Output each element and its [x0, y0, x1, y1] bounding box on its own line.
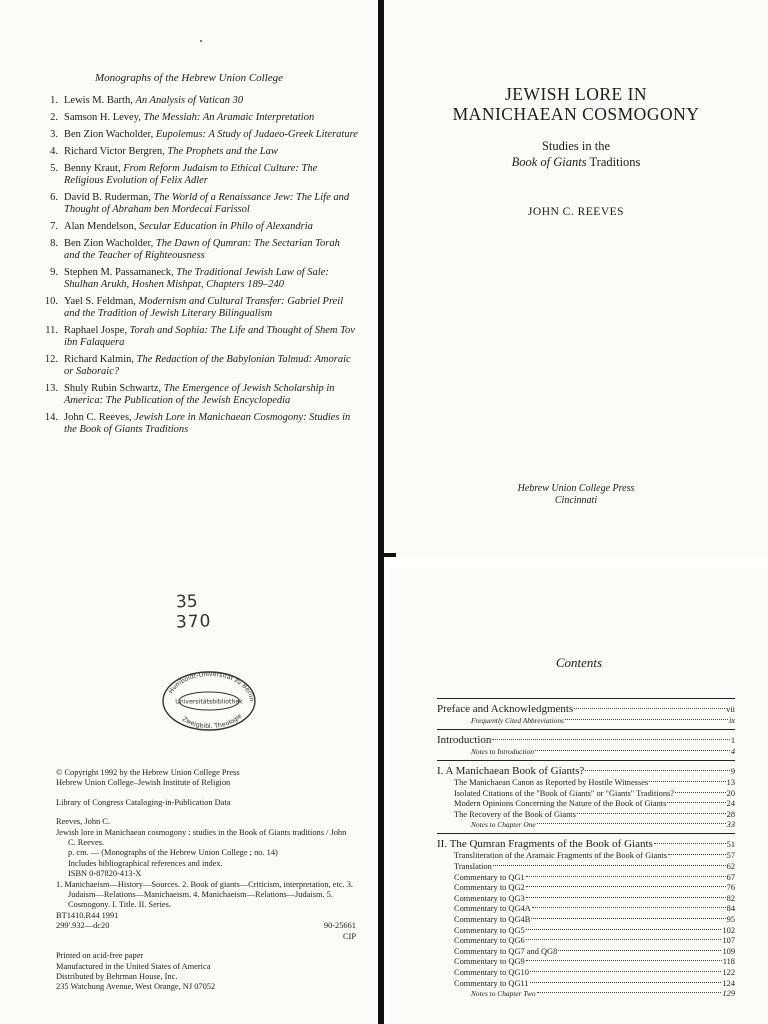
book-title-line: MANICHAEAN COSMOGONY [452, 104, 700, 124]
series-entry [64, 296, 358, 320]
stamp-graphic [160, 668, 258, 732]
series-book-title: Eupolemus: A Study of Judaeo-Greek Literature [155, 129, 358, 140]
toc-subentry: Commentary to QG10 122 [454, 967, 735, 977]
series-title: Monographs of the Hebrew Union College [94, 72, 284, 84]
series-entry [64, 354, 358, 378]
cip-block [56, 768, 356, 993]
series-book-title: The Redaction of the Babylonian Talmud: Amoraic or Saboraic? [64, 354, 351, 377]
series-number: 5. [50, 163, 58, 174]
subtitle-line [384, 154, 768, 170]
publisher-name: Hebrew Union College Press [517, 483, 635, 494]
series-book-title: The Dawn of Qumran: The Sectarian Torah and the Teacher of Righteousness [64, 238, 340, 261]
series-list [38, 95, 358, 441]
series-number: 10. [44, 296, 58, 307]
toc-subentry: Commentary to QG9 118 [454, 957, 735, 967]
series-book-title: An Analysis of Vatican 30 [135, 95, 244, 106]
series-item [38, 163, 358, 187]
series-author: Alan Mendelson, [64, 221, 139, 232]
series-book-title: Modernism and Cultural Transfer: Gabriel Preil and the Tradition of Jewish Literary Bilingualism [64, 296, 344, 319]
toc-entry-chapter-one: I. A Manichaean Book of Giants? 9 [437, 765, 735, 777]
distributor-note: Distributed by Behrman House, Inc. [56, 971, 178, 981]
stamp-bottom-text: Zweigbibl. Theologie [180, 712, 244, 731]
series-item [38, 267, 358, 291]
series-book-title: The Emergence of Jewish Scholarship in America: The Publication of the Jewish Encyclopedia [64, 383, 335, 406]
book-author: JOHN C. REEVES [527, 206, 625, 218]
series-number: 6. [50, 192, 58, 203]
subtitle-line: Studies in the [541, 139, 611, 153]
series-item [38, 192, 358, 216]
toc-subentry: Commentary to QG2 76 [454, 883, 735, 893]
book-title-line: JEWISH LORE IN [504, 84, 648, 104]
series-entry [64, 267, 358, 291]
cip-subjects: 1. Manichaeism—History—Sources. 2. Book of giants—Criticism, interpretation, etc. 3. Judaism—Relations—Manichaeism. 4. Manichaeism—Relations—Judaism. 5. Cosmogony. I. Title. II. Series. [56, 879, 354, 910]
toc-entry-abbreviations: Frequently Cited Abbreviations ix [471, 716, 735, 725]
cip-lccn: 90-25661 [323, 921, 356, 931]
toc-subentry: Translation 62 [454, 861, 735, 871]
book-title [384, 84, 768, 124]
series-entry [64, 129, 358, 141]
series-book-title: The Traditional Jewish Law of Sale: Shulhan Arukh, Hoshen Mishpat, Chapters 189–240 [64, 267, 329, 290]
cip-callnum: BT1410.R44 1991 [56, 910, 119, 920]
toc-subentry: Commentary to QG11 124 [454, 978, 735, 988]
series-author: Ben Zion Wacholder, [64, 238, 156, 249]
toc-subentry: Commentary to QG4A 84 [454, 904, 735, 914]
series-number: 7. [50, 221, 58, 232]
toc-entry-preface: Preface and Acknowledgments vii [437, 703, 735, 715]
series-entry [64, 163, 358, 187]
series-number: 12. [44, 354, 58, 365]
series-entry [64, 412, 358, 436]
subtitle-rest: Traditions [586, 155, 641, 169]
cip-biblio: Includes bibliographical references and index. [68, 858, 223, 868]
toc-subentry: The Recovery of the Book of Giants 28 [454, 809, 735, 819]
toc-subentry: Commentary to QG7 and QG8 109 [454, 946, 735, 956]
series-author: Lewis M. Barth, [64, 95, 136, 106]
series-author: Yael S. Feldman, [64, 296, 139, 307]
series-author: Shuly Rubin Schwartz, [64, 383, 164, 394]
series-item [38, 146, 358, 158]
paper-note: Printed on acid-free paper [56, 951, 144, 961]
toc-rule [437, 698, 735, 699]
series-entry [64, 383, 358, 407]
series-author: Benny Kraut, [64, 163, 124, 174]
toc-subentry: Transliteration of the Aramaic Fragments of the Book of Giants 57 [454, 851, 735, 861]
series-entry [64, 192, 358, 216]
series-author: Richard Victor Bergren, [64, 146, 168, 157]
publisher [384, 483, 768, 507]
toc-entry-chapter-two-notes: Notes to Chapter Two 129 [471, 989, 735, 999]
toc-rule [437, 729, 735, 730]
subtitle-book-name: Book of Giants [511, 155, 587, 169]
series-item [38, 354, 358, 378]
series-entry [64, 112, 358, 124]
series-book-title: The Prophets and the Law [167, 146, 278, 157]
series-item [38, 95, 358, 107]
series-book-title: Torah and Sophia: The Life and Thought of Shem Tov ibn Falaquera [64, 325, 355, 348]
distributor-address: 235 Watchung Avenue, West Orange, NJ 07052 [56, 982, 216, 992]
series-entry [64, 95, 358, 107]
toc-entry-chapter-two: II. The Qumran Fragments of the Book of Giants 51 [437, 838, 735, 851]
speck [200, 40, 202, 42]
toc-subentry: Commentary to QG4B 95 [454, 914, 735, 924]
publisher-city: Cincinnati [554, 495, 598, 506]
series-author: Ben Zion Wacholder, [64, 129, 156, 140]
series-entry [64, 238, 358, 262]
series-item [38, 238, 358, 262]
cip-physical: p. cm. — (Monographs of the Hebrew Union College ; no. 14) [68, 848, 278, 858]
institution-line: Hebrew Union College–Jewish Institute of Religion [56, 778, 231, 788]
series-item [38, 221, 358, 233]
series-author: David B. Ruderman, [64, 192, 154, 203]
series-author: Samson H. Levey, [64, 112, 144, 123]
toc-entry-chapter-one-notes: Notes to Chapter One 33 [471, 820, 735, 830]
series-number: 2. [50, 112, 58, 123]
series-book-title: The World of a Renaissance Jew: The Life and Thought of Abraham ben Mordecai Farissol [64, 192, 350, 215]
series-item [38, 129, 358, 141]
stamp-middle-text: Universitätsbibliothek [175, 698, 243, 706]
series-entry [64, 146, 358, 158]
series-author: Raphael Jospe, [64, 325, 130, 336]
toc-subentry: Commentary to QG1 67 [454, 872, 735, 882]
series-book-title: From Reform Judaism to Ethical Culture: The Religious Evolution of Felix Adler [64, 163, 318, 186]
series-item [38, 383, 358, 407]
library-stamp [160, 668, 258, 737]
toc-subentry: Commentary to QG3 82 [454, 893, 735, 903]
handwritten-note: 35 [175, 591, 198, 613]
series-item [38, 325, 358, 349]
series-author: John C. Reeves, [64, 412, 135, 423]
cip-author: Reeves, John C. [56, 817, 110, 827]
series-number: 3. [50, 129, 58, 140]
series-author: Stephen M. Passamaneck, [64, 267, 177, 278]
cip-mark: CIP [342, 931, 356, 941]
series-item [38, 412, 358, 436]
toc-rule [437, 833, 735, 834]
stamp-top-text: Humboldt-Universität zu Berlin [167, 670, 256, 702]
series-number: 9. [50, 267, 58, 278]
series-item [38, 296, 358, 320]
toc-entry-introduction: Introduction 1 [437, 734, 735, 746]
table-of-contents [437, 695, 735, 999]
series-item [38, 112, 358, 124]
page-edge-mark [382, 553, 396, 557]
toc-subentry: Commentary to QG5 102 [454, 925, 735, 935]
series-number: 11. [45, 325, 58, 336]
manufactured-note: Manufactured in the United States of America [56, 961, 211, 971]
series-number: 14. [44, 412, 58, 423]
series-entry [64, 325, 358, 349]
cip-dewey: 299'.932—dc20 [56, 921, 110, 931]
series-author: Richard Kalmin, [64, 354, 137, 365]
toc-rule [437, 760, 735, 761]
toc-entry-intro-notes: Notes to Introduction 4 [471, 747, 735, 756]
toc-subentry: Isolated Citations of the "Book of Giants" or "Giants" Traditions? 20 [454, 788, 735, 798]
series-book-title: Jewish Lore in Manichaean Cosmogony: Studies in the Book of Giants Traditions [64, 412, 351, 435]
series-entry [64, 221, 358, 233]
series-number: 4. [50, 146, 58, 157]
series-number: 8. [50, 238, 58, 249]
toc-subentry: Modern Opinions Concerning the Nature of the Book of Giants 24 [454, 799, 735, 809]
series-book-title: Secular Education in Philo of Alexandria [138, 221, 313, 232]
book-subtitle [384, 138, 768, 170]
series-number: 1. [50, 95, 58, 106]
toc-subentry: The Manichaean Canon as Reported by Hostile Witnesses 13 [454, 778, 735, 787]
contents-title: Contents [555, 655, 603, 670]
cip-title: Jewish lore in Manichaean cosmogony : studies in the Book of Giants traditions / John C. Reeves. [56, 827, 347, 848]
series-book-title: The Messiah: An Aramaic Interpretation [143, 112, 315, 123]
cip-isbn: ISBN 0-87820-413-X [68, 869, 142, 879]
handwritten-note: 370 [175, 611, 212, 633]
copyright-line: © Copyright 1992 by the Hebrew Union College Press [56, 768, 240, 777]
loc-heading: Library of Congress Cataloging-in-Publication Data [56, 797, 231, 807]
series-number: 13. [44, 383, 58, 394]
toc-subentry: Commentary to QG6 107 [454, 936, 735, 946]
